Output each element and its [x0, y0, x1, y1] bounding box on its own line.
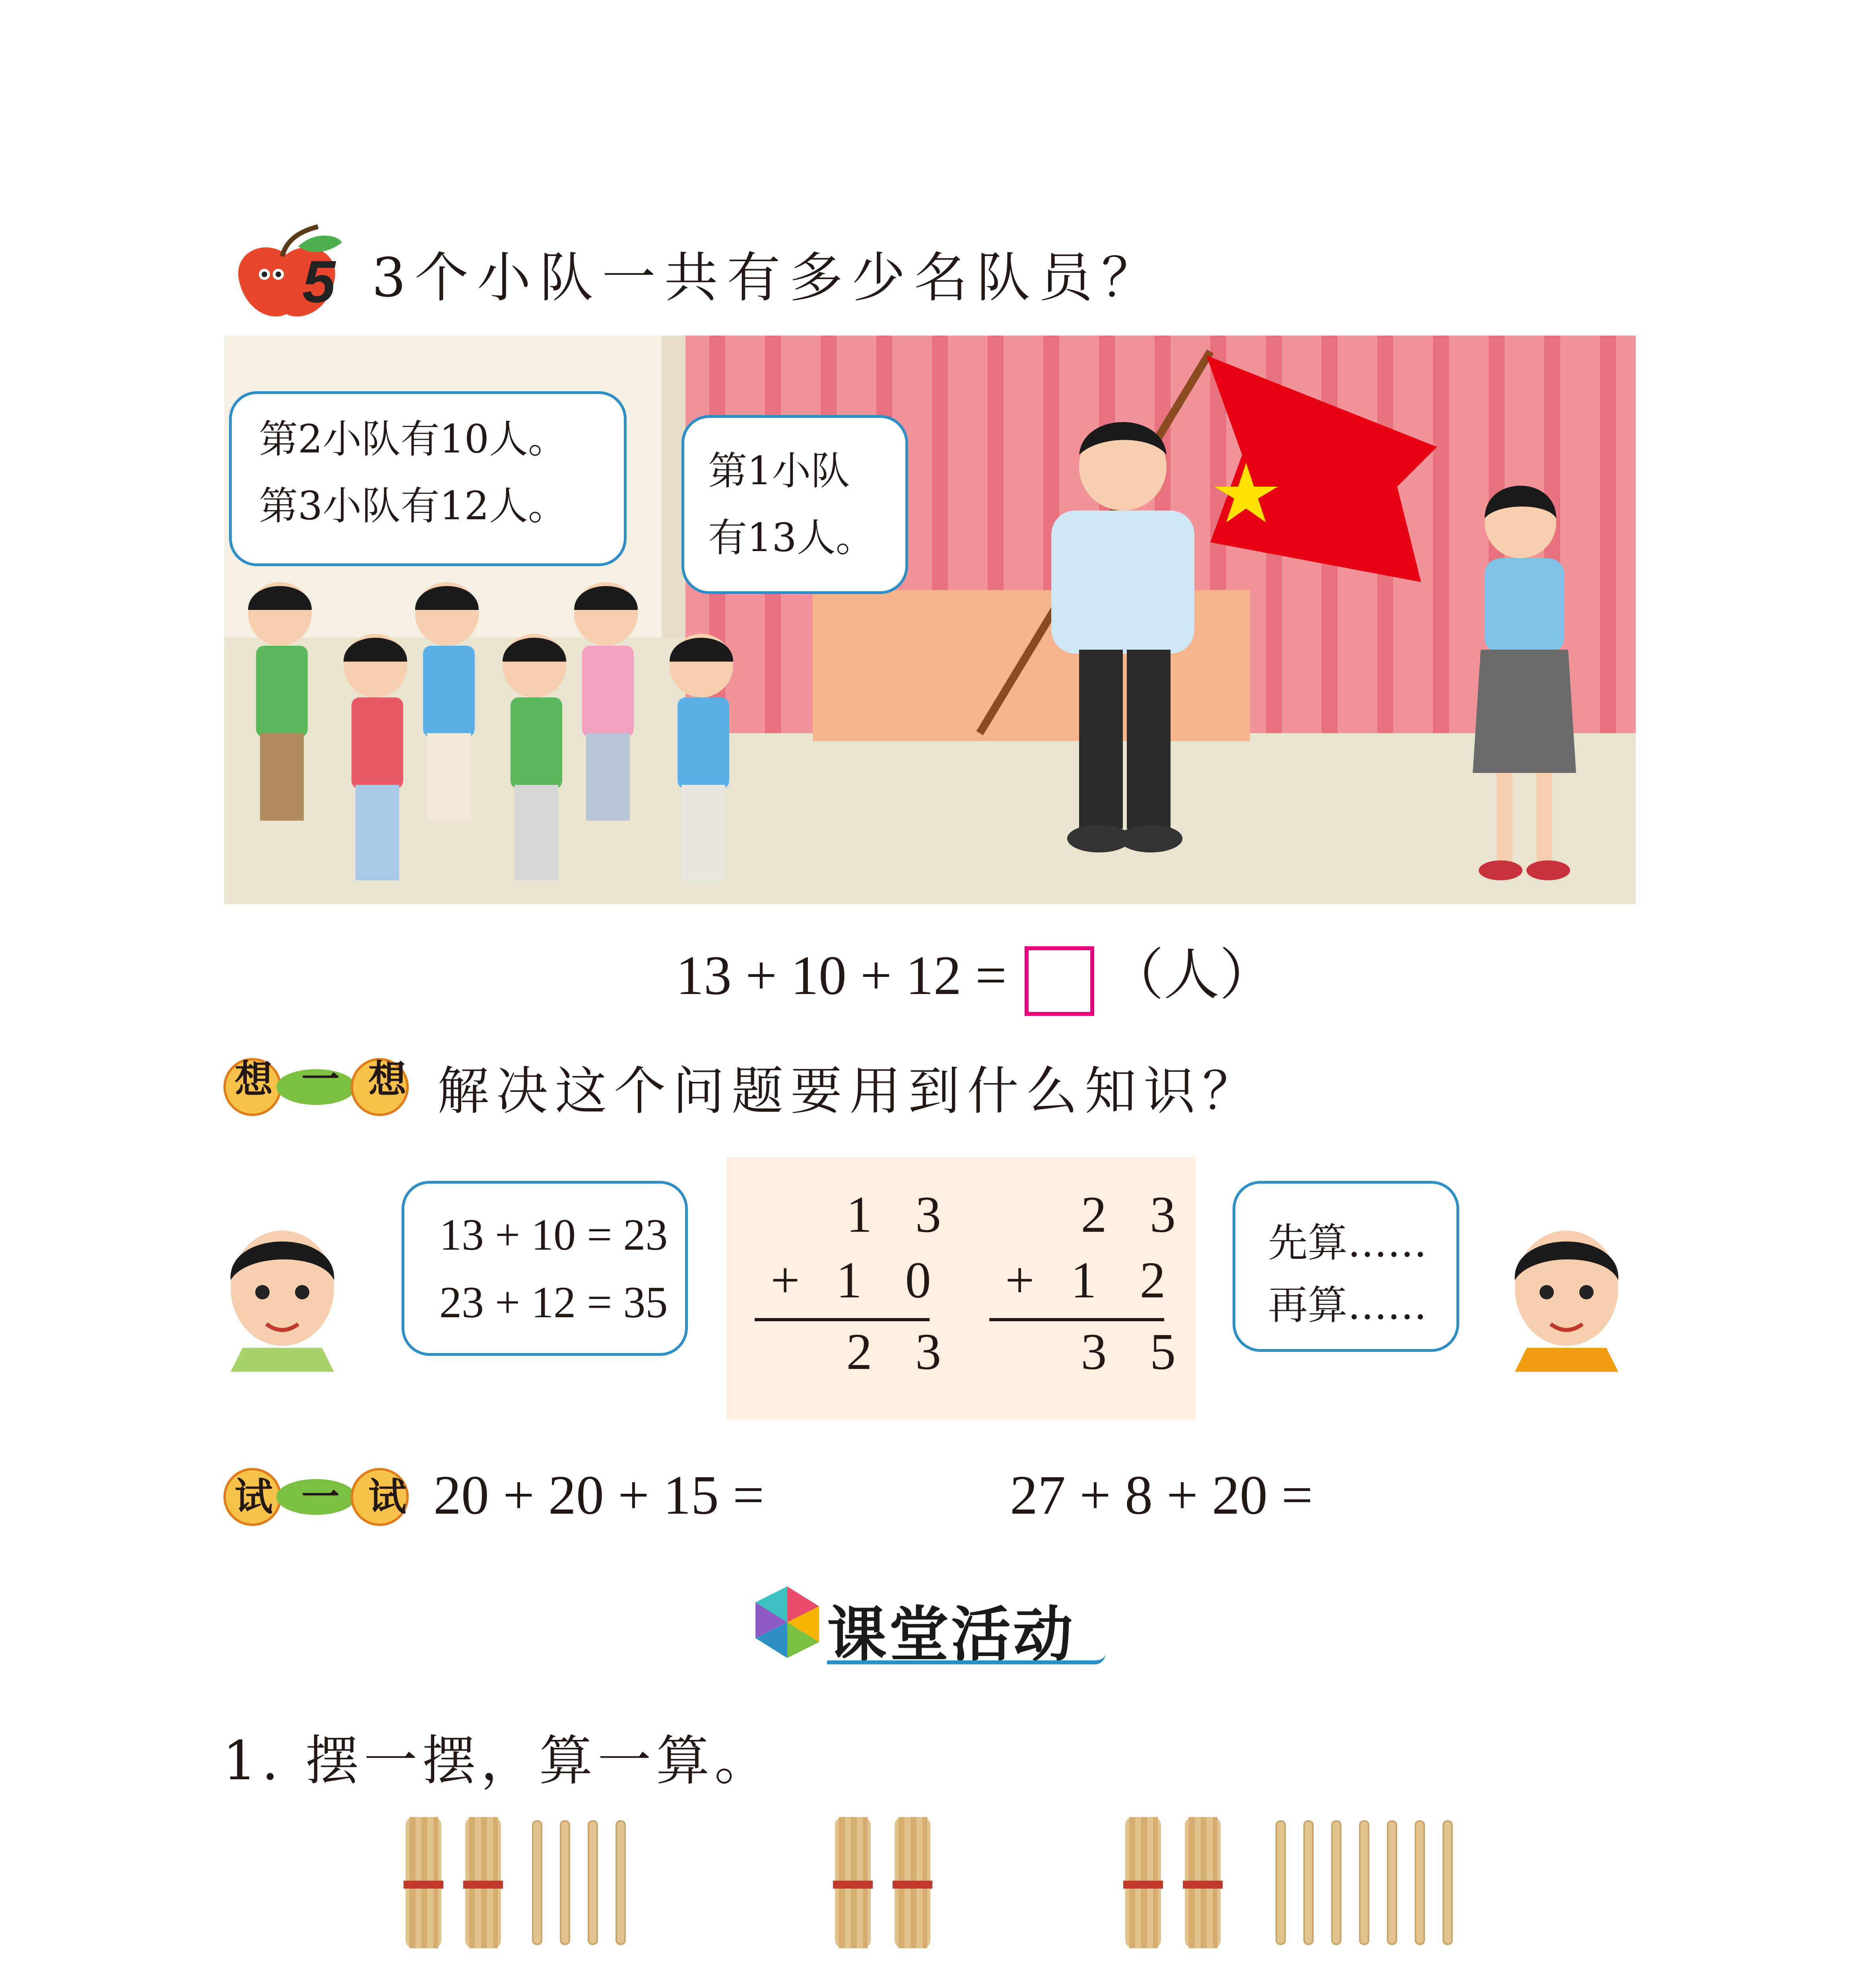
- calc2-result: 3 5: [1053, 1323, 1191, 1380]
- problem-number: 5: [302, 248, 336, 315]
- boy-left-avatar: [219, 1213, 346, 1372]
- bubble-line-team2: 第2小队有10人。: [259, 417, 567, 462]
- left-bubble-line1: 13 + 10 = 23: [439, 1210, 668, 1260]
- calc2-line: [989, 1318, 1164, 1321]
- calc2-second: 1 2: [1071, 1252, 1181, 1309]
- bubble-line-team1-a: 第1小队: [708, 448, 850, 494]
- try-equation-1: 20 + 20 + 15 =: [433, 1464, 764, 1526]
- calc1-top: 1 3: [818, 1186, 956, 1243]
- think-label: 想一想: [235, 1057, 435, 1102]
- activity-title: 课堂活动: [827, 1600, 1076, 1670]
- calc2-op: +: [1005, 1252, 1050, 1309]
- bundle-icon: [893, 1817, 932, 1948]
- speech-bubble-teams-2-3: [229, 391, 627, 566]
- main-equation-expression: 13 + 10 + 12 =: [676, 945, 1007, 1006]
- calc1-op: +: [771, 1252, 815, 1309]
- stick-group-3: [1123, 1817, 1452, 1948]
- calc1-second: 1 0: [836, 1252, 946, 1309]
- try-label: 试一试: [235, 1474, 435, 1519]
- left-bubble-line2: 23 + 12 = 35: [439, 1278, 668, 1327]
- think-text: 解决这个问题要用到什么知识？: [437, 1061, 1262, 1121]
- right-hint-bubble: [1233, 1181, 1459, 1352]
- bundle-icon: [1183, 1817, 1223, 1948]
- calc1-result: 2 3: [818, 1323, 956, 1380]
- problem-number-badge: [223, 223, 350, 326]
- pinwheel-icon: [747, 1582, 827, 1662]
- main-equation-unit: （人）: [1108, 945, 1275, 1006]
- bundle-icon: [833, 1817, 873, 1948]
- bundle-icon: [1123, 1817, 1163, 1948]
- counting-sticks: [398, 1813, 1471, 1956]
- try-row: [223, 1467, 435, 1527]
- stick-group-2: [833, 1817, 932, 1948]
- right-bubble-line2: 再算……: [1268, 1282, 1427, 1328]
- answer-box[interactable]: [1025, 946, 1094, 1016]
- stick-group-1: [404, 1817, 625, 1948]
- bundle-icon: [404, 1817, 443, 1948]
- activity-underline: [827, 1654, 1105, 1664]
- ceremony-illustration: [224, 336, 1636, 904]
- problem-question: 3个小队一共有多少名队员？: [372, 247, 1164, 309]
- try-equation-2: 27 + 8 + 20 =: [1010, 1464, 1313, 1526]
- question-1-text: 1. 摆一摆，算一算。: [223, 1730, 773, 1792]
- bubble-line-team3: 第3小队有12人。: [259, 483, 567, 529]
- main-equation: [676, 930, 1275, 1016]
- bubble-line-team1-b: 有13人。: [708, 515, 875, 561]
- bundle-icon: [463, 1817, 503, 1948]
- right-bubble-line1: 先算……: [1268, 1219, 1427, 1266]
- apple-icon: [223, 223, 350, 326]
- left-calculation-bubble: [402, 1181, 688, 1356]
- think-row: [223, 1050, 1261, 1124]
- vertical-calculation-panel: [727, 1157, 1196, 1419]
- calc2-top: 2 3: [1053, 1186, 1191, 1243]
- speech-bubble-team-1: [681, 415, 908, 594]
- calc1-line: [755, 1318, 930, 1321]
- boy-right-avatar: [1503, 1213, 1630, 1372]
